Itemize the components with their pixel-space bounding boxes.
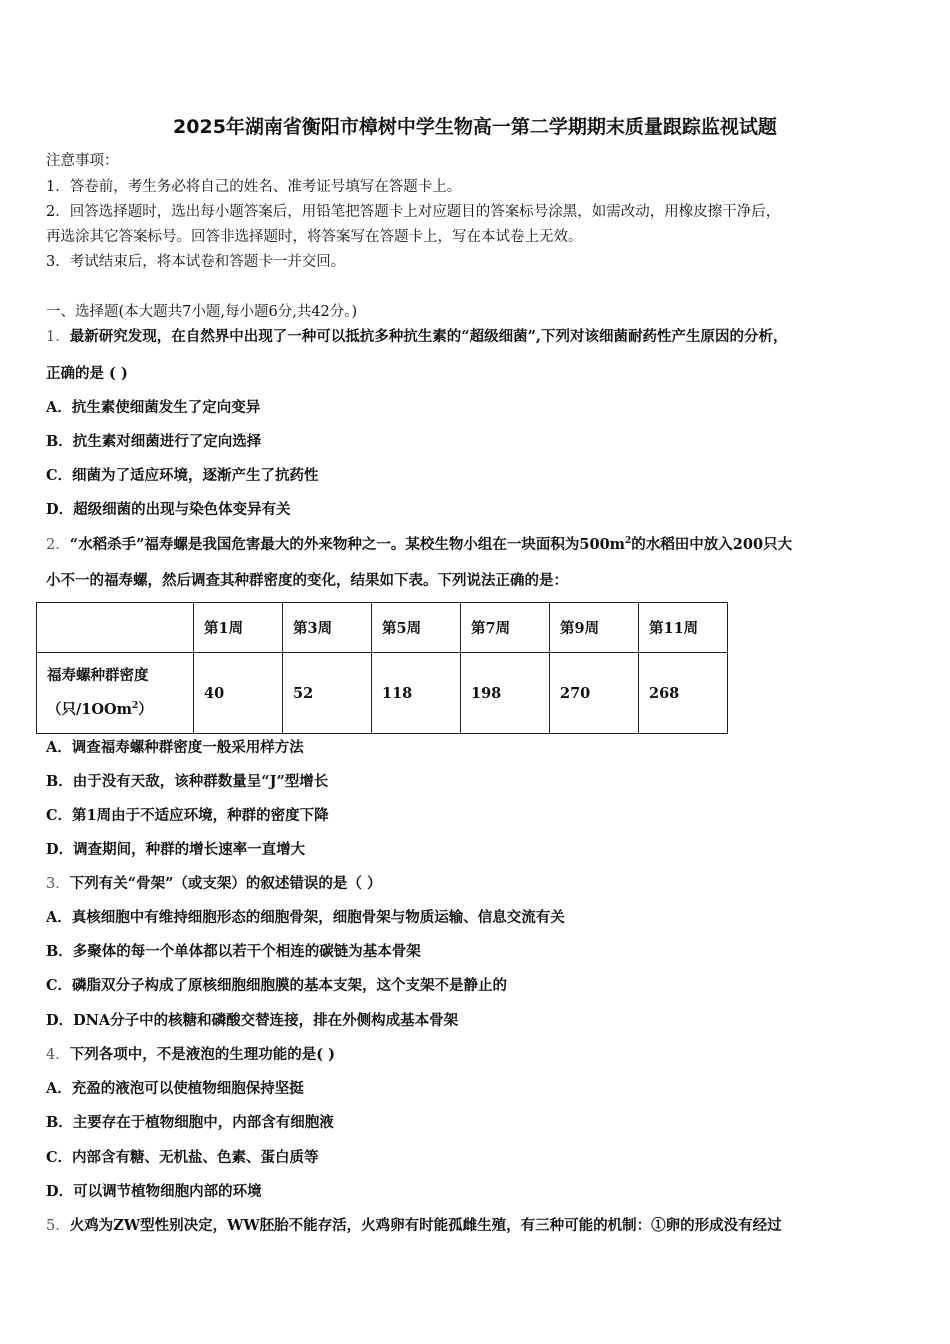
question-3-stem — [46, 874, 381, 894]
notice-item-3: 3．考试结束后，将本试卷和答题卡一并交回。 — [46, 254, 346, 270]
question-4-option-a: A．充盈的液泡可以使植物细胞保持坚挺 — [46, 1080, 304, 1097]
question-1-number: 1． — [46, 329, 70, 345]
table-cell-week-1: 40 — [194, 653, 283, 734]
question-5-stem — [46, 1216, 782, 1236]
question-2-option-c: C．第1周由于不适应环境，种群的密度下降 — [46, 807, 329, 824]
question-2-option-b: B．由于没有天敌，该种群数量呈“J”型增长 — [46, 773, 329, 790]
question-5-text: 火鸡为ZW型性别决定，WW胚胎不能存活，火鸡卵有时能孤雌生殖，有三种可能的机制：①卵的形成没有经过 — [69, 1217, 782, 1234]
question-2-stem — [46, 535, 792, 555]
question-1-option-b: B．抗生素对细菌进行了定向选择 — [46, 433, 262, 450]
question-3-option-c: C．磷脂双分子构成了原核细胞细胞膜的基本支架，这个支架不是静止的 — [46, 977, 508, 994]
section-heading: 一、选择题(本大题共7小题,每小题6分,共42分。) — [46, 304, 358, 320]
table-row-label — [37, 653, 194, 734]
question-3-number: 3． — [46, 876, 70, 892]
table-cell-week-3: 52 — [283, 653, 372, 734]
table-row — [37, 653, 728, 734]
question-5-number: 5． — [46, 1218, 70, 1234]
table-header-week-9: 第9周 — [550, 603, 639, 653]
question-2-option-d: D．调查期间，种群的增长速率一直增大 — [46, 841, 306, 858]
question-2-stem-cont: 小不一的福寿螺，然后调查其种群密度的变化，结果如下表。下列说法正确的是： — [46, 572, 568, 589]
notice-heading: 注意事项： — [46, 153, 119, 169]
question-4-number: 4． — [46, 1047, 70, 1063]
question-4-stem — [46, 1045, 335, 1065]
table-cell-week-5: 118 — [372, 653, 461, 734]
row-label-unit: （只/1OOm — [47, 701, 132, 718]
table-header-week-1: 第1周 — [194, 603, 283, 653]
question-4-option-d: D．可以调节植物细胞内部的环境 — [46, 1183, 262, 1200]
table-header-empty — [37, 603, 194, 653]
question-1-option-c: C．细菌为了适应环境，逐渐产生了抗药性 — [46, 467, 319, 484]
row-label-superscript: 2 — [132, 701, 139, 712]
question-1-option-d: D．超级细菌的出现与染色体变异有关 — [46, 501, 291, 518]
question-3-option-a: A．真核细胞中有维持细胞形态的细胞骨架，细胞骨架与物质运输、信息交流有关 — [46, 909, 565, 926]
question-2-text-a: “水稻杀手”福寿螺是我国危害最大的外来物种之一。某校生物小组在一块面积为500m — [69, 536, 626, 553]
question-1-stem — [46, 327, 787, 347]
question-2-number: 2． — [46, 537, 70, 553]
table-header-row — [37, 603, 728, 653]
row-label-line-1: 福寿螺种群密度 — [47, 667, 149, 684]
question-3-option-b: B．多聚体的每一个单体都以若干个相连的碳链为基本骨架 — [46, 943, 421, 960]
notice-item-1: 1．答卷前，考生务必将自己的姓名、准考证号填写在答题卡上。 — [46, 179, 462, 195]
notice-item-2-cont: 再选涂其它答案标号。回答非选择题时，将答案写在答题卡上，写在本试卷上无效。 — [46, 229, 583, 245]
population-density-table — [36, 602, 728, 734]
question-4-option-b: B．主要存在于植物细胞中，内部含有细胞液 — [46, 1114, 334, 1131]
table-cell-week-11: 268 — [639, 653, 728, 734]
question-2-text-b: 的水稻田中放入200只大 — [631, 536, 793, 553]
table-header-week-11: 第11周 — [639, 603, 728, 653]
table-cell-week-7: 198 — [461, 653, 550, 734]
question-2-superscript: 2 — [625, 536, 632, 547]
question-4-text: 下列各项中，不是液泡的生理功能的是( ) — [69, 1046, 336, 1063]
table-cell-week-9: 270 — [550, 653, 639, 734]
notice-item-2: 2．回答选择题时，选出每小题答案后，用铅笔把答题卡上对应题目的答案标号涂黑，如需改动，用橡皮擦干净后， — [46, 204, 781, 220]
question-1-stem-cont: 正确的是 ( ) — [46, 365, 128, 382]
question-3-option-d: D．DNA分子中的核糖和磷酸交替连接，排在外侧构成基本骨架 — [46, 1012, 459, 1029]
question-2-option-a: A．调查福寿螺种群密度一般采用样方法 — [46, 739, 304, 756]
question-1-option-a: A．抗生素使细菌发生了定向变异 — [46, 399, 261, 416]
table-header-week-7: 第7周 — [461, 603, 550, 653]
question-3-text: 下列有关“骨架”（或支架）的叙述错误的是（ ） — [69, 875, 382, 892]
exam-title: 2025年湖南省衡阳市樟树中学生物高一第二学期期末质量跟踪监视试题 — [173, 116, 777, 138]
table-header-week-3: 第3周 — [283, 603, 372, 653]
row-label-close: ） — [138, 701, 153, 718]
row-label-line-2 — [47, 693, 183, 727]
question-1-text: 最新研究发现，在自然界中出现了一种可以抵抗多种抗生素的“超级细菌”,下列对该细菌耐药性产生原因的分析， — [69, 328, 788, 345]
question-4-option-c: C．内部含有糖、无机盐、色素、蛋白质等 — [46, 1149, 319, 1166]
table-header-week-5: 第5周 — [372, 603, 461, 653]
